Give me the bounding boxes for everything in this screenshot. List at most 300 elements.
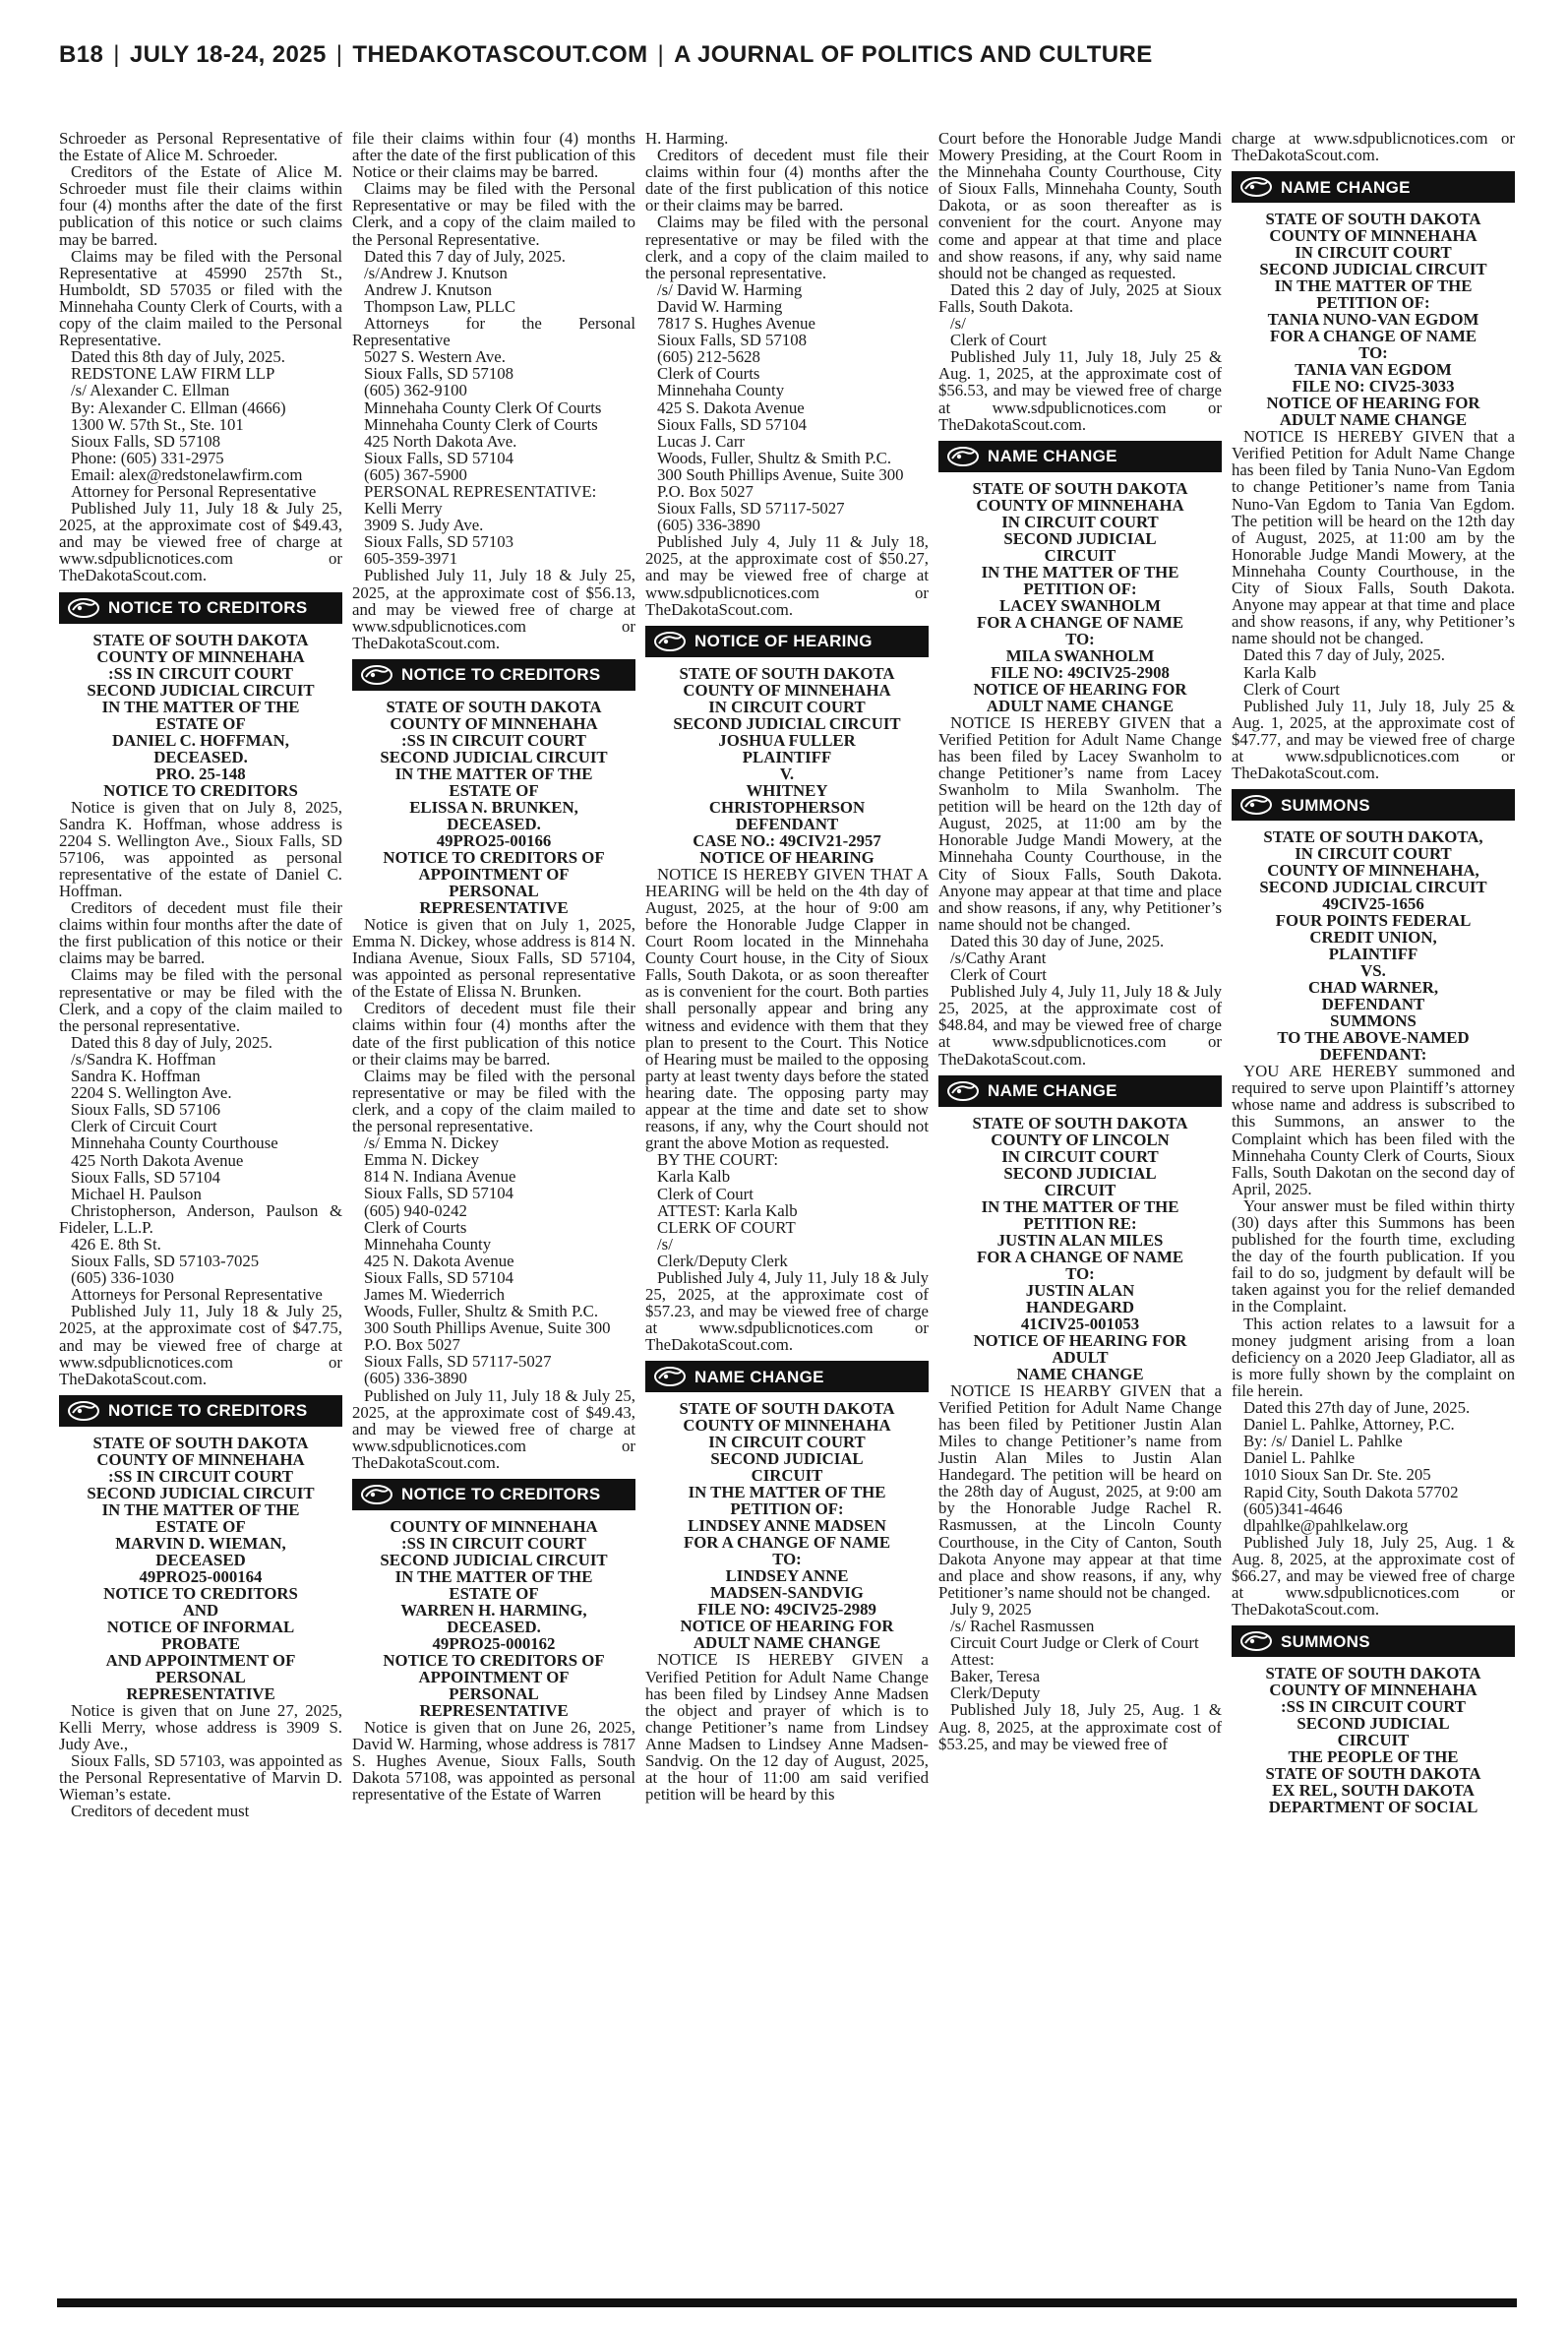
notice-heading-line: NOTICE TO CREDITORS OF [383,1651,605,1670]
notice-text: Dated this 7 day of July, 2025. [364,246,566,266]
notice-text: 425 North Dakota Ave. [364,431,517,451]
notice-text: /s/ David W. Harming [657,279,803,299]
section-header [938,441,1222,472]
notice-text: Minnehaha County Clerk of Courts [364,414,598,434]
notice-text: Circuit Court Judge or Clerk of Court [950,1633,1199,1653]
notice-text: Sandra K. Hoffman [71,1067,201,1086]
notice-text: 2204 S. Wellington Ave. [71,1083,232,1103]
section-header [1232,171,1515,203]
notice-heading-line: CIRCUIT [1044,545,1116,565]
notice-heading-line: IN CIRCUIT COURT [1295,844,1452,864]
notice-heading-line: COUNTY OF MINNEHAHA [1269,1681,1478,1700]
notice-text: Baker, Teresa [950,1667,1041,1686]
notice-text: Sioux Falls, SD 57104 [657,414,807,434]
notice-text: July 9, 2025 [950,1599,1032,1619]
notice-text: NOTICE IS HEREBY GIVEN THAT A HEARING will be held on the 4th day of August, 2025, at the hour of 9:00 am before the Honorable Judge Clapper in Court Room located in the Minnehaha County Court house, in the City of Sioux Falls, South Dakota, or as soon thereafter as is convenient for the court. Both parties shall personally appear and bring any witness and evidence with them that they plan to present to the Court. This Notice of Hearing must be mailed to the opposing party at least twenty days before the stated hearing date. The opposing party may appear at the time and date set to show reasons, if any, why the Court should not grant the above Motion as requested. [645,864,929,1153]
notice-heading-line: NOTICE OF HEARING FOR [680,1617,894,1636]
notice-heading-line: CHAD WARNER, [1307,978,1439,998]
notice-heading-line: CREDIT UNION, [1309,928,1437,948]
notice-text: Creditors of decedent must file their claims within four months after the date of the first publication of this notice or their claims may be barred. [59,898,342,968]
notice-heading-line: THE PEOPLE OF THE [1288,1747,1459,1767]
section-header-label: SUMMONS [1281,795,1370,815]
notice-heading-line: NAME CHANGE [1016,1364,1144,1383]
masthead-separator: | [113,41,120,68]
masthead-separator: | [657,41,665,68]
notice-heading-line: APPOINTMENT OF [418,864,570,884]
notice-text: Published July 11, July 18 & July 25, 2025, at the approximate cost of $49.43, and may be viewed free of charge at www.sdpublicnotices.com or TheDakotaScout.com. [59,499,342,585]
notice-heading-line: SECOND JUDICIAL [1003,1163,1157,1183]
notice-heading-line: LINDSEY ANNE MADSEN [688,1516,886,1536]
notice-heading-line: COUNTY OF MINNEHAHA [683,1416,891,1436]
notice-heading-line: NOTICE OF HEARING FOR [1266,394,1480,413]
notice-text: Dated this 30 day of June, 2025. [950,931,1165,950]
notice-heading-line: STATE OF SOUTH DAKOTA, [1263,827,1483,847]
notice-text: 814 N. Indiana Avenue [364,1167,516,1187]
notice-text: Clerk/Deputy [950,1683,1041,1703]
notice-text: Phone: (605) 331-2975 [71,448,224,467]
notice-text: Published July 11, July 18 & July 25, 2025, at the approximate cost of $47.75, and may be viewed free of charge at www.sdpublicnotices.com or TheDakotaScout.com. [59,1302,342,1388]
section-header-label: NAME CHANGE [988,1081,1117,1101]
notice-heading-line: ESTATE OF [449,1584,539,1603]
section-header [1232,1625,1515,1657]
notice-heading-line: 49PRO25-00166 [436,830,552,850]
notice-text: NOTICE IS HEARBY GIVEN that a Verified Petition for Adult Name Change has been filed by Petitioner Justin Alan Miles to change Petitioner’s name from Justin Alan Miles to Justin Alan Handegard. The petition will be heard on the 28th day of August, 2025, at 9:00 am by the Honorable Judge Rachel R. Rasmussen, at the Lincoln County Courthouse, in the City of Canton, South Dakota Anyone may appear at that time and place and show reasons, if any, why Petitioner’s name should not be changed. [938,1380,1222,1602]
notice-text: Sioux Falls, SD 57103-7025 [71,1252,260,1271]
page-number: B18 [59,41,104,68]
notice-heading-line: COUNTY OF MINNEHAHA [96,1449,305,1469]
section-header-label: SUMMONS [1281,1631,1370,1651]
notice-text: Dated this 8th day of July, 2025. [71,347,285,367]
notice-heading-line: CIRCUIT [751,1466,823,1486]
notice-heading-line: V. [779,764,795,783]
notice-heading-line: FOR A CHANGE OF NAME [976,1247,1184,1266]
notice-text: Creditors of decedent must file their claims within four (4) months after the date of the first publication of this notice or their claims may be barred. [352,999,635,1069]
notice-heading-line: :SS IN CIRCUIT COURT [401,1534,586,1553]
notice-heading-line: FOR A CHANGE OF NAME [1269,327,1478,346]
notice-text: charge at www.sdpublicnotices.com or TheDakotaScout.com. [1232,130,1515,165]
notice-heading-line: FILE NO: CIV25-3033 [1292,377,1455,397]
notice-heading-line: STATE OF SOUTH DAKOTA [1265,1764,1481,1784]
scout-logo-icon [651,1365,689,1388]
notice-heading-line: ELISSA N. BRUNKEN, [409,797,578,817]
column-4 [938,130,1222,2280]
notice-text: NOTICE IS HEREBY GIVEN that a Verified Petition for Adult Name Change has been filed by Lacey Swanholm to change Petitioner’s name from Lacey Swanholm to Mila Swanholm. The petition will be heard on the 12th day of August, 2025, at 11:00 am by the Honorable Judge Mandi Mowery, at the Minnehaha County Courthouse, in the City of Sioux Falls, South Dakota. Anyone may appear at that time and place and show reasons, if any, why Petitioner’s name should not be changed. [938,712,1222,934]
notice-heading-line: LINDSEY ANNE [725,1566,849,1586]
notices-columns [59,130,1515,2280]
notice-text: David W. Harming [657,296,783,316]
notice-text: Sioux Falls, SD 57104 [364,1267,513,1287]
notice-text: Clerk of Circuit Court [71,1117,217,1136]
notice-text: Sioux Falls, SD 57103, was appointed as the Personal Representative of Marvin D. Wieman’s estate. [59,1751,342,1805]
notice-text: Notice is given that on June 26, 2025, David W. Harming, whose address is 7817 S. Hughes Avenue, Sioux Falls, South Dakota 57108, was appointed as personal representative of the Estate of Warren [352,1718,635,1805]
notice-text: 425 North Dakota Avenue [71,1150,244,1170]
notice-text: Claims may be filed with the personal representative or may be filed with the clerk, and a copy of the claim mailed to the personal representative. [645,213,929,282]
notice-text: Sioux Falls, SD 57106 [71,1100,220,1120]
notice-heading-line: IN CIRCUIT COURT [1001,512,1159,531]
notice-text: Clerk of Courts [657,364,760,384]
notice-text: ATTEST: Karla Kalb [657,1200,798,1220]
notice-heading-line: PLAINTIFF [742,747,832,766]
notice-heading-line: WARREN H. HARMING, [400,1601,587,1620]
notice-text: Karla Kalb [657,1167,731,1187]
notice-text: Notice is given that on June 27, 2025, Kelli Merry, whose address is 3909 S. Judy Ave., [59,1700,342,1753]
section-header [352,659,635,691]
notice-text: Clerk of Court [657,1184,754,1203]
notice-text: Claims may be filed with the Personal Representative or may be filed with the Clerk, and a copy of the claim mailed to the Personal Representative. [352,179,635,249]
notice-heading-line: COUNTY OF MINNEHAHA, [1267,861,1479,881]
notice-text: James M. Wiederrich [364,1284,506,1304]
notice-heading-line: ESTATE OF [155,1516,246,1536]
notice-heading-line: IN CIRCUIT COURT [708,1433,866,1452]
notice-text: Clerk of Courts [364,1217,467,1237]
notice-heading-line: DECEASED [155,1550,246,1569]
notice-text: Published July 11, July 18, July 25 & Aug. 1, 2025, at the approximate cost of $56.53, and may be viewed free of charge at www.sdpublicnotices.com or TheDakotaScout.com. [938,347,1222,434]
notice-heading-line: SECOND JUDICIAL CIRCUIT [380,747,608,766]
notice-text: /s/ Emma N. Dickey [364,1133,500,1153]
scout-logo-icon [651,630,689,653]
notice-heading-line: AND APPOINTMENT OF [105,1650,296,1670]
notice-heading-line: PLAINTIFF [1328,945,1418,964]
notice-heading-line: IN CIRCUIT COURT [1295,243,1452,263]
notice-text: H. Harming. [645,130,729,148]
notice-text: Dated this 8 day of July, 2025. [71,1032,272,1052]
notice-heading-line: PETITION RE: [1023,1213,1137,1233]
notice-heading-line: WHITNEY [746,780,828,800]
section-header-label: NAME CHANGE [1281,177,1411,197]
section-header [59,1395,342,1427]
notice-text: Notice is given that on July 8, 2025, Sandra K. Hoffman, whose address is 2204 S. Wellington Ave., Sioux Falls, SD 57106, was appointed as personal representative of the estate of Daniel C. Hoffman. [59,797,342,900]
notice-heading-line: 49PRO25-000164 [139,1566,263,1586]
notice-heading-line: FOR A CHANGE OF NAME [683,1533,891,1553]
notice-text: Creditors of decedent must file their claims within four (4) months after the date of the first publication of this notice or their claims may be barred. [645,146,929,215]
notice-heading-line: IN THE MATTER OF THE [394,764,593,783]
notice-heading-line: DEFENDANT [735,814,839,833]
notice-text: Court before the Honorable Judge Mandi Mowery Presiding, at the Court Room in the Minnehaha County Courthouse, City of Sioux Falls, Minnehaha County, South Dakota, or as soon thereafter as is convenient for the court. Anyone may come and appear at that time and place and show reasons, if any, why said name should not be changed as requested. [938,130,1222,282]
notice-heading-line: PETITION OF: [1023,579,1137,598]
notice-heading-line: CIRCUIT [1044,1180,1116,1199]
notice-heading-line: NOTICE OF INFORMAL [106,1617,295,1636]
scout-logo-icon [944,445,982,468]
notice-heading-line: MARVIN D. WIEMAN, [115,1533,286,1553]
notice-heading-line: FOR A CHANGE OF NAME [976,612,1184,632]
notice-text: /s/ [950,314,966,334]
notice-text: 426 E. 8th St. [71,1234,161,1254]
notice-text: Sioux Falls, SD 57108 [71,431,220,451]
notice-text: Lucas J. Carr [657,431,746,451]
notice-heading-line: DANIEL C. HOFFMAN, [112,730,289,750]
notice-heading-line: ADULT [1052,1347,1109,1367]
notice-heading-line: ADULT NAME CHANGE [1279,410,1468,430]
notice-text: Attorneys for the Personal Representative [352,314,635,350]
notice-heading-line: IN THE MATTER OF THE [981,1196,1179,1216]
notice-text: Sioux Falls, SD 57108 [364,364,513,384]
notice-heading-line: STATE OF SOUTH DAKOTA [92,630,309,649]
notice-heading-line: APPOINTMENT OF [418,1668,570,1686]
notice-heading-line: CASE NO.: 49CIV21-2957 [693,830,881,850]
notice-text: Published July 4, July 11 & July 18, 2025, at the approximate cost of $50.27, and may be viewed free of charge at www.sdpublicnotices.com or TheDakotaScout.com. [645,532,929,619]
notice-text: NOTICE IS HEREBY GIVEN a Verified Petition for Adult Name Change has been filed by Lindsey Anne Madsen the object and prayer of which is to change Petitioner’s name from Lindsey Anne Madsen to Lindsey Anne Madsen-Sandvig. On the 12 day of August, 2025, at the hour of 11:00 am said verified petition will be heard by this [645,1650,929,1805]
notice-heading-line: DEPARTMENT OF SOCIAL [1268,1798,1478,1817]
notice-heading-line: SECOND JUDICIAL [1297,1714,1450,1734]
notice-heading-line: SECOND JUDICIAL CIRCUIT [1259,878,1487,897]
notice-text: REDSTONE LAW FIRM LLP [71,364,275,384]
notice-text: Minnehaha County Courthouse [71,1133,278,1153]
notice-text: PERSONAL REPRESENTATIVE: [364,481,597,501]
notice-heading-line: :SS IN CIRCUIT COURT [401,730,586,750]
notice-text: P.O. Box 5027 [657,481,754,501]
notice-text: 3909 S. Judy Ave. [364,516,484,535]
notice-text: YOU ARE HEREBY summoned and required to serve upon Plaintiff’s attorney whose name and address is subscribed to this Summons, an answer to the Complaint which has been filed with the Minnehaha County Clerk of Courts, Sioux Falls, South Dakotan on the second day of April, 2025. [1232,1062,1515,1198]
notice-text: Published July 11, July 18 & July 25, 2025, at the approximate cost of $56.13, and may be viewed free of charge at www.sdpublicnotices.com or TheDakotaScout.com. [352,566,635,652]
notice-heading-line: REPRESENTATIVE [419,897,569,917]
notice-text: Dated this 27th day of June, 2025. [1243,1398,1471,1418]
notice-heading-line: STATE OF SOUTH DAKOTA [679,1399,895,1419]
notice-text: (605) 336-3890 [657,516,760,535]
notice-heading-line: CIRCUIT [1337,1731,1410,1750]
notice-heading-line: PERSONAL [449,1684,539,1703]
bottom-rule [57,2298,1517,2307]
notice-text: Dated this 7 day of July, 2025. [1243,645,1445,665]
notice-heading-line: :SS IN CIRCUIT COURT [108,663,293,683]
notice-text: Published July 11, July 18, July 25 & Aug. 1, 2025, at the approximate cost of $47.77, and may be viewed free of charge at www.sdpublicnotices.com or TheDakotaScout.com. [1232,696,1515,783]
notice-text: Michael H. Paulson [71,1184,202,1203]
notice-text: This action relates to a lawsuit for a money judgment arising from a loan deficiency on a 2020 Jeep Gladiator, all as is more fully shown by the complaint on file herein. [1232,1314,1515,1400]
notice-heading-line: PETITION OF: [1316,293,1430,313]
notice-heading-line: NOTICE TO CREDITORS OF [383,847,605,867]
notice-heading-line: COUNTY OF MINNEHAHA [683,680,891,700]
notice-heading-line: IN THE MATTER OF THE [394,1567,593,1586]
notice-text: Daniel L. Pahlke, Attorney, P.C. [1243,1415,1455,1435]
notice-text: Clerk of Court [950,331,1047,350]
section-header-label: NOTICE OF HEARING [694,632,873,651]
column-3 [645,130,929,2280]
notice-text: Sioux Falls, SD 57117-5027 [657,499,845,519]
notice-text: Minnehaha County [657,381,785,400]
notice-heading-line: 49CIV25-1656 [1322,894,1424,914]
notice-heading-line: STATE OF SOUTH DAKOTA [386,697,602,716]
notice-text: (605)341-4646 [1243,1499,1343,1518]
notice-text: 605-359-3971 [364,549,458,569]
notice-text: 7817 S. Hughes Avenue [657,314,815,334]
notice-text: (605) 362-9100 [364,381,467,400]
notice-text: Claims may be filed with the personal representative or may be filed with the Clerk, and a copy of the claim mailed to the personal representative. [59,965,342,1035]
section-header [352,1479,635,1510]
scout-logo-icon [1237,793,1275,817]
section-header [59,592,342,624]
notice-heading-line: FILE NO: 49CIV25-2989 [697,1600,876,1620]
notice-text: Creditors of the Estate of Alice M. Schroeder must file their claims within four (4) months after the date of the first publication of this notice or such claims may be barred. [59,162,342,249]
scout-logo-icon [1237,175,1275,199]
notice-text: CLERK OF COURT [657,1217,796,1237]
section-header [645,626,929,657]
notice-heading-line: ESTATE OF [155,713,246,733]
notice-heading-line: IN THE MATTER OF THE [688,1483,886,1502]
notice-text: Sioux Falls, SD 57108 [657,331,807,350]
notice-text: By: /s/ Daniel L. Pahlke [1243,1432,1403,1451]
notice-text: Claims may be filed with the personal representative or may be filed with the clerk, and a copy of the claim mailed to the personal representative. [352,1066,635,1136]
scout-logo-icon [65,596,102,620]
notice-heading-line: COUNTY OF MINNEHAHA [390,713,598,733]
notice-heading-line: NOTICE OF HEARING FOR [973,679,1187,699]
notice-heading-line: 49PRO25-000162 [432,1634,556,1653]
notice-text: Kelli Merry [364,499,443,519]
scout-logo-icon [358,1483,395,1506]
notice-heading-line: COUNTY OF MINNEHAHA [390,1517,598,1536]
notice-heading-line: ADULT NAME CHANGE [986,696,1175,715]
notice-text: Clerk of Court [1243,679,1340,699]
notice-heading-line: :SS IN CIRCUIT COURT [108,1466,293,1486]
column-2 [352,130,635,2280]
notice-text: (605) 336-3890 [364,1369,467,1388]
notice-text: BY THE COURT: [657,1150,779,1170]
notice-heading-line: COUNTY OF LINCOLN [991,1130,1170,1149]
section-header-label: NOTICE TO CREDITORS [108,597,308,617]
notice-text: 425 S. Dakota Avenue [657,398,805,417]
notice-heading-line: AND [182,1600,219,1620]
notice-text: Published July 18, July 25, Aug. 1 & Aug. 8, 2025, at the approximate cost of $53.25, and may be viewed free of [938,1700,1222,1753]
notice-heading-line: SECOND JUDICIAL CIRCUIT [87,680,315,700]
notice-text: Daniel L. Pahlke [1243,1448,1356,1468]
column-5 [1232,130,1515,2280]
notice-text: /s/ Rachel Rasmussen [950,1616,1095,1635]
notice-text: Sioux Falls, SD 57104 [364,1184,513,1203]
notice-heading-line: STATE OF SOUTH DAKOTA [1265,210,1481,229]
notice-heading-line: IN THE MATTER OF THE [101,1499,300,1519]
notice-text: 425 N. Dakota Avenue [364,1251,514,1270]
notice-text: Dated this 2 day of July, 2025 at Sioux Falls, South Dakota. [938,279,1222,316]
notice-heading-line: SECOND JUDICIAL CIRCUIT [380,1551,608,1569]
site-name: THEDAKOTASCOUT.COM [352,41,648,68]
section-header-label: NOTICE TO CREDITORS [108,1401,308,1421]
notice-heading-line: JUSTIN ALAN MILES [996,1230,1164,1250]
notice-heading-line: SECOND JUDICIAL CIRCUIT [1259,260,1487,279]
notice-heading-line: SECOND JUDICIAL [1003,528,1157,548]
notice-heading-line: TO: [772,1550,802,1569]
section-header-label: NAME CHANGE [988,447,1117,466]
notice-text: Notice is given that on July 1, 2025, Emma N. Dickey, whose address is 814 N. Indiana Avenue, Sioux Falls, SD 57104, was appointed as personal representative of the Estate of Elissa N. Brunken. [352,914,635,1002]
notice-text: 300 South Phillips Avenue, Suite 300 [364,1318,611,1338]
notice-text: Published July 4, July 11, July 18 & July 25, 2025, at the approximate cost of $57.23, and may be viewed free of charge at www.sdpublicnotices.com or TheDakotaScout.com. [645,1267,929,1355]
notice-text: Sioux Falls, SD 57103 [364,532,513,552]
notice-heading-line: COUNTY OF MINNEHAHA [976,495,1184,515]
notice-text: 300 South Phillips Avenue, Suite 300 [657,464,904,484]
notice-text: (605) 940-0242 [364,1200,467,1220]
notice-heading-line: TO: [1065,1263,1095,1283]
section-header [1232,789,1515,821]
notice-heading-line: MADSEN-SANDVIG [710,1583,864,1603]
scout-logo-icon [944,1079,982,1103]
notice-text: Sioux Falls, SD 57104 [71,1167,220,1187]
notice-heading-line: NOTICE OF HEARING FOR [973,1330,1187,1350]
masthead [59,41,1515,94]
notice-heading-line: DECEASED. [447,814,541,833]
notice-heading-line: MILA SWANHOLM [1005,645,1155,665]
notice-heading-line: COUNTY OF MINNEHAHA [96,646,305,666]
notice-text: Claims may be filed with the Personal Representative at 45990 257th St., Humboldt, SD 57035 or filed with the Minnehaha County Clerk of Courts, with a copy of the claim mailed to the Personal Representative. [59,246,342,350]
notice-text: Published on July 11, July 18 & July 25, 2025, at the approximate cost of $49.43, and may be viewed free of charge at www.sdpublicnotices.com or TheDakotaScout.com. [352,1385,635,1472]
section-header-label: NOTICE TO CREDITORS [401,1485,601,1504]
notice-text: Attest: [950,1650,995,1670]
section-header-label: NAME CHANGE [694,1367,824,1386]
notice-text: Minnehaha County [364,1234,492,1254]
notice-text: (605) 336-1030 [71,1268,174,1288]
notice-heading-line: DEFENDANT: [1319,1045,1427,1065]
notice-heading-line: STATE OF SOUTH DAKOTA [679,663,895,683]
masthead-separator: | [335,41,343,68]
notice-heading-line: TO: [1358,343,1388,363]
notice-text: Clerk of Court [950,965,1047,985]
notice-text: Minnehaha County Clerk Of Courts [364,398,602,417]
notice-text: Published July 4, July 11, July 18 & July 25, 2025, at the approximate cost of $48.84, and may be viewed free of charge at www.sdpublicnotices.com or TheDakotaScout.com. [938,982,1222,1069]
notice-heading-line: STATE OF SOUTH DAKOTA [972,478,1188,498]
tagline: A JOURNAL OF POLITICS AND CULTURE [674,41,1153,68]
notice-text: Karla Kalb [1243,662,1317,682]
notice-text: Andrew J. Knutson [364,279,493,299]
notice-text: Attorneys for Personal Representative [71,1285,323,1305]
notice-text: /s/ [657,1234,673,1254]
notice-heading-line: REPRESENTATIVE [126,1683,275,1703]
notice-text: By: Alexander C. Ellman (4666) [71,398,286,417]
notice-text: 5027 S. Western Ave. [364,347,506,367]
notice-text: Published July 18, July 25, Aug. 1 & Aug. 8, 2025, at the approximate cost of $66.27, and may be viewed free of charge at www.sdpublicnotices.com or TheDakotaScout.com. [1232,1532,1515,1620]
notice-heading-line: SECOND JUDICIAL CIRCUIT [87,1483,315,1502]
scout-logo-icon [65,1399,102,1423]
notice-text: Woods, Fuller, Shultz & Smith P.C. [657,448,892,467]
notice-heading-line: COUNTY OF MINNEHAHA [1269,226,1478,246]
notice-heading-line: NOTICE OF HEARING [699,847,874,867]
notice-heading-line: PERSONAL [449,881,539,900]
notice-heading-line: IN CIRCUIT COURT [708,697,866,716]
notice-heading-line: REPRESENTATIVE [419,1701,569,1720]
notice-heading-line: :SS IN CIRCUIT COURT [1281,1697,1466,1717]
notice-heading-line: FILE NO: 49CIV25-2908 [991,662,1170,682]
notice-heading-line: CHRISTOPHERSON [708,797,866,817]
notice-heading-line: 41CIV25-001053 [1020,1314,1140,1333]
notice-text: Clerk/Deputy Clerk [657,1251,788,1270]
notice-heading-line: STATE OF SOUTH DAKOTA [1265,1664,1481,1683]
notice-text: Creditors of decedent must [71,1802,250,1821]
notice-heading-line: VS. [1360,961,1386,981]
notice-text: Schroeder as Personal Representative of the Estate of Alice M. Schroeder. [59,130,342,165]
notice-heading-line: STATE OF SOUTH DAKOTA [972,1113,1188,1132]
notice-heading-line: IN THE MATTER OF THE [981,562,1179,581]
notice-text: Attorney for Personal Representative [71,481,317,501]
notice-text: /s/Sandra K. Hoffman [71,1049,216,1069]
notice-heading-line: TANIA NUNO-VAN EGDOM [1267,310,1479,330]
notice-heading-line: JOSHUA FULLER [718,730,856,750]
notice-heading-line: TO THE ABOVE-NAMED [1277,1028,1470,1048]
notice-text: 1010 Sioux San Dr. Ste. 205 [1243,1465,1431,1485]
notice-heading-line: STATE OF SOUTH DAKOTA [92,1433,309,1452]
notice-heading-line: TO: [1065,629,1095,648]
section-header [645,1361,929,1392]
notice-heading-line: DECEASED. [153,747,248,766]
notice-heading-line: PROBATE [161,1633,240,1653]
notice-text: Email: alex@redstonelawfirm.com [71,464,303,484]
notice-text: P.O. Box 5027 [364,1335,460,1355]
issue-date: JULY 18-24, 2025 [129,41,327,68]
notice-heading-line: PERSONAL [155,1667,246,1686]
section-header-label: NOTICE TO CREDITORS [401,665,601,685]
notice-text: (605) 367-5900 [364,464,467,484]
section-header [938,1075,1222,1107]
notice-heading-line: HANDEGARD [1025,1297,1134,1316]
notice-heading-line: NOTICE TO CREDITORS [103,1583,298,1603]
notice-text: dlpahlke@pahlkelaw.org [1243,1515,1409,1535]
notice-heading-line: SECOND JUDICIAL CIRCUIT [673,713,901,733]
notice-text: Sioux Falls, SD 57104 [364,448,513,467]
notice-heading-line: ADULT NAME CHANGE [693,1633,881,1653]
